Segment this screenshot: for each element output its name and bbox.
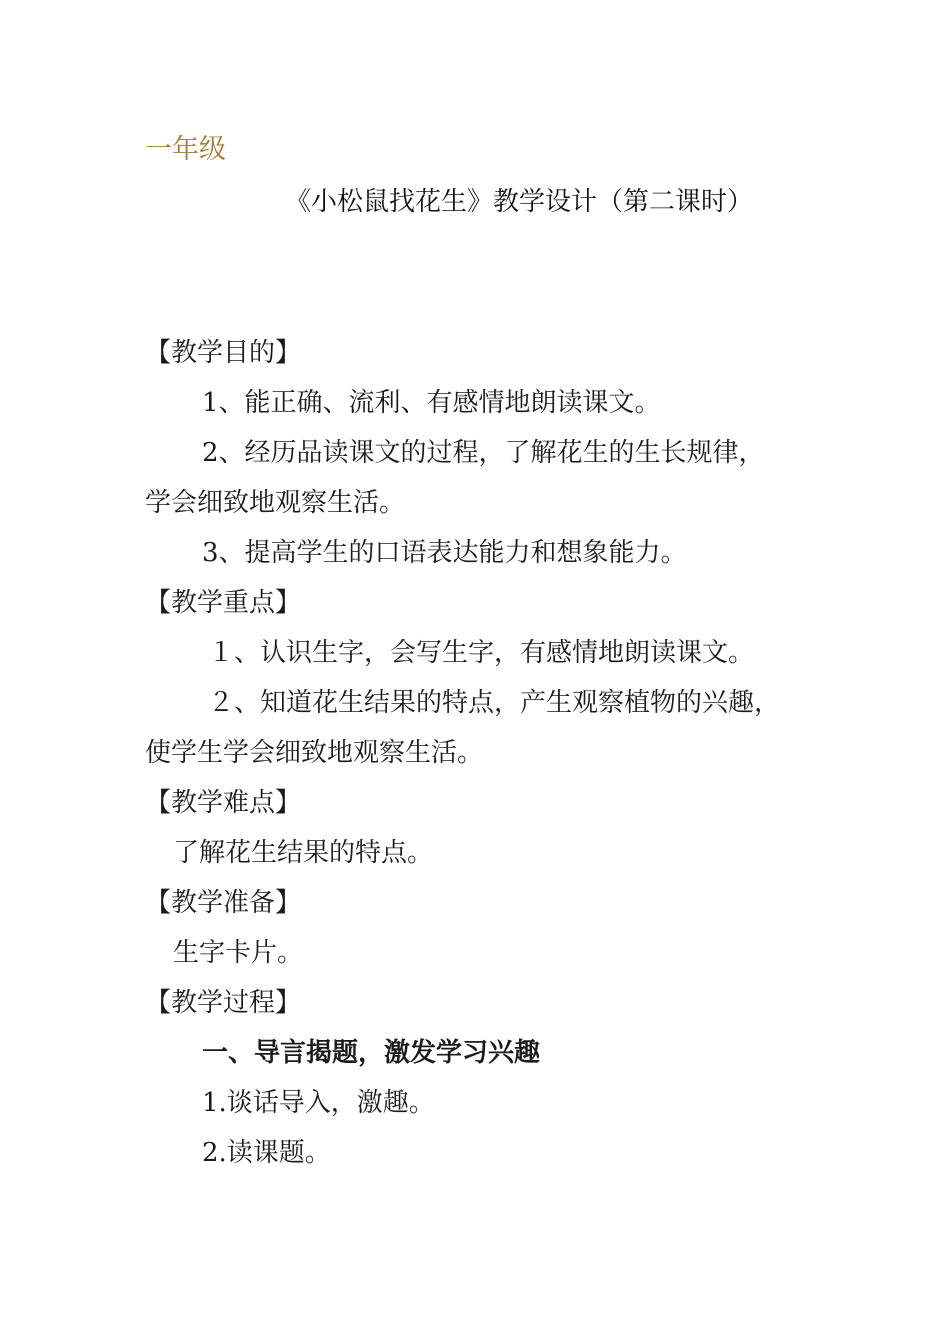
document-title: 《小松鼠找花生》教学设计（第二课时）	[285, 187, 754, 217]
process-heading: 【教学过程】	[145, 988, 302, 1018]
key-points-heading: 【教学重点】	[145, 588, 302, 618]
process-step-1-item-1: 1.谈话导入，激趣。	[202, 1088, 435, 1118]
process-step-1-item-2: 2.读课题。	[202, 1138, 331, 1168]
key-point-item-2-line-2: 使学生学会细致地观察生活。	[145, 738, 484, 768]
objective-item-3: 3、提高学生的口语表达能力和想象能力。	[202, 538, 687, 568]
grade-label: 一年级	[145, 134, 226, 165]
objective-item-2-line-2: 学会细致地观察生活。	[145, 488, 406, 518]
document-body	[145, 328, 825, 1178]
key-point-item-2-line-1: ２、知道花生结果的特点，产生观察植物的兴趣，	[208, 688, 781, 718]
difficulties-heading: 【教学难点】	[145, 788, 302, 818]
key-point-item-1: １、认识生字，会写生字，有感情地朗读课文。	[208, 638, 755, 668]
objective-item-1: 1、能正确、流利、有感情地朗读课文。	[202, 388, 661, 418]
preparation-heading: 【教学准备】	[145, 888, 302, 918]
objectives-heading: 【教学目的】	[145, 338, 302, 368]
objective-item-2-line-1: 2、经历品读课文的过程，了解花生的生长规律，	[202, 438, 765, 468]
process-step-1-title: 一、导言揭题，激发学习兴趣	[202, 1038, 541, 1068]
difficulties-text: 了解花生结果的特点。	[173, 838, 434, 868]
preparation-text: 生字卡片。	[173, 938, 304, 968]
